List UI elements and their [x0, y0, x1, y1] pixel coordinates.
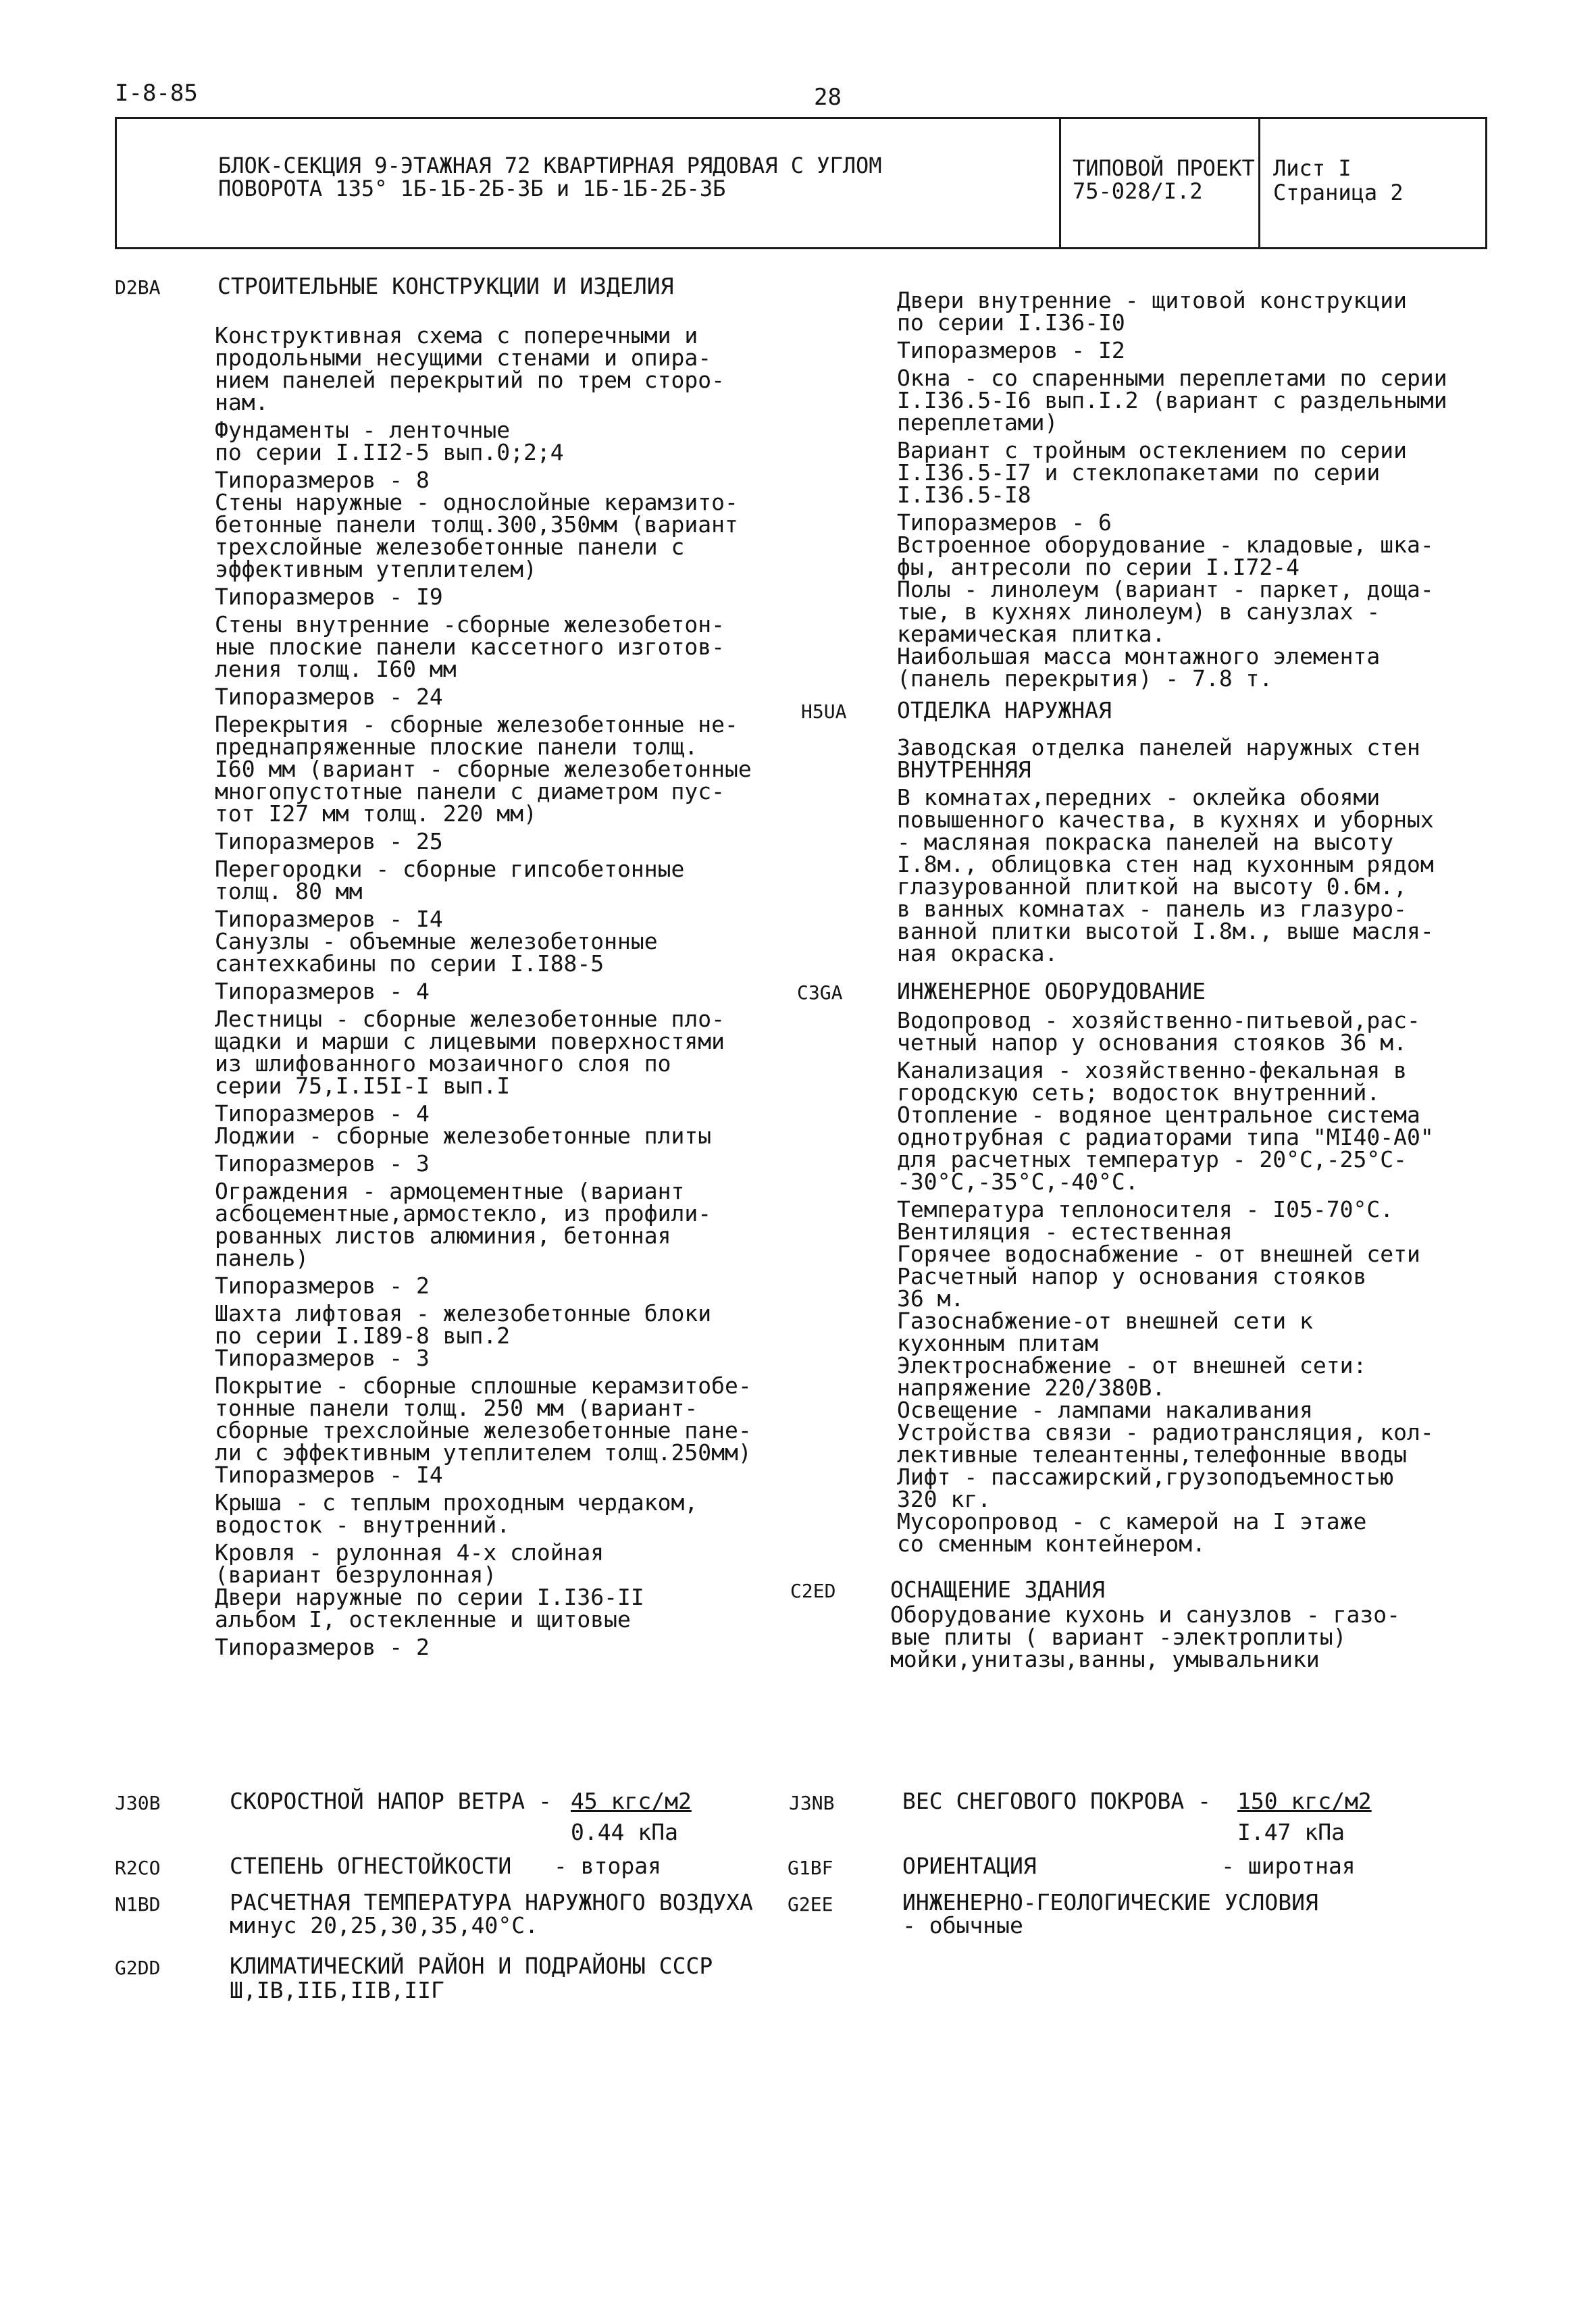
- structures-item: Типоразмеров - 25: [215, 828, 443, 854]
- climate-value: Ш,IВ,IIБ,IIВ,IIГ: [230, 1977, 444, 2003]
- snow-label: ВЕС СНЕГОВОГО ПОКРОВА -: [902, 1788, 1211, 1814]
- structures-item: Перекрытия - сборные железобетонные не- преднапряженные плоские панели толщ. I60 мм (вариант - сборные железобетонные многопустотные панели с диаметром пус- тот I27 мм толщ. 220 мм): [215, 711, 752, 827]
- section-code: G2DD: [115, 1957, 161, 1979]
- doors-windows-item: Двери внутренние - щитовой конструкции по серии I.I36-I0: [897, 287, 1407, 336]
- structures-item: Типоразмеров - 24: [215, 684, 443, 710]
- section-code: R2CO: [115, 1857, 161, 1879]
- section-title-structures: СТРОИТЕЛЬНЫЕ КОНСТРУКЦИИ И ИЗДЕЛИЯ: [217, 273, 674, 299]
- finishing-item: Заводская отделка панелей наружных стен ВНУТРЕННЯЯ: [897, 734, 1420, 783]
- section-code: J3NB: [789, 1792, 835, 1814]
- engineering-block: [897, 1009, 1491, 1560]
- wind-label: СКОРОСТНОЙ НАПОР ВЕТРА -: [230, 1788, 552, 1814]
- geology-label: ИНЖЕНЕРНО-ГЕОЛОГИЧЕСКИЕ УСЛОВИЯ: [902, 1889, 1318, 1916]
- document-title: БЛОК-СЕКЦИЯ 9-ЭТАЖНАЯ 72 КВАРТИРНАЯ РЯДОВАЯ С УГЛОМ ПОВОРОТА 135° 1Б-1Б-2Б-3Б и 1Б-1Б-2Б-3Б: [218, 153, 882, 201]
- engineering-item: Канализация - хозяйственно-фекальная в городскую сеть; водосток внутренний. Отопление - водяное центральное система однотрубная с радиаторами типа "МI40-А0" для расчетных температур - 20°С,-25°С- -30°С,-35°С,-40°С.: [897, 1057, 1434, 1195]
- fire-resistance-value: - вторая: [554, 1853, 661, 1879]
- section-code: D2BA: [115, 276, 161, 299]
- structures-item: Типоразмеров - I9: [215, 584, 443, 610]
- equipment-block: [890, 1603, 1491, 1676]
- structures-list: [215, 324, 809, 1664]
- outdoor-temp-label: РАСЧЕТНАЯ ТЕМПЕРАТУРА НАРУЖНОГО ВОЗДУХА: [230, 1889, 753, 1916]
- doors-windows-item: Вариант с тройным остеклением по серии I.I36.5-I7 и стеклопакетами по серии I.I36.5-I8: [897, 437, 1407, 508]
- section-code: C3GA: [797, 981, 843, 1004]
- orientation-value: - широтная: [1221, 1853, 1356, 1879]
- structures-item: Типоразмеров - 8 Стены наружные - однослойные керамзито- бетонные панели толщ.300,350мм (вариант трехслойные железобетонные панели с эффективным утеплителем): [215, 467, 738, 582]
- structures-item: Типоразмеров - 2: [215, 1272, 430, 1299]
- section-code: G1BF: [788, 1857, 833, 1879]
- structures-item: Перегородки - сборные гипсобетонные толщ. 80 мм: [215, 856, 685, 904]
- orientation-label: ОРИЕНТАЦИЯ: [902, 1853, 1037, 1879]
- snow-value: 150 кгс/м2: [1237, 1788, 1372, 1814]
- sheet-label: Лист I: [1273, 155, 1352, 181]
- structures-item: Ограждения - армоцементные (вариант асбоцементные,армостекло, из профили- рованных листов алюминия, бетонная панель): [215, 1178, 712, 1271]
- structures-item: Лестницы - сборные железобетонные пло- щадки и марши с лицевыми поверхностями из шлифованного мозаичного слоя по серии 75,I.I5I-I вып.I: [215, 1006, 725, 1099]
- structures-item: Шахта лифтовая - железобетонные блоки по серии I.I89-8 вып.2 Типоразмеров - 3: [215, 1300, 712, 1371]
- wind-value: 45 кгс/м2: [571, 1788, 692, 1814]
- title-block: [115, 117, 1487, 249]
- structures-item: Стены внутренние -сборные железобетон- ные плоские панели кассетного изготов- ления толщ. I60 мм: [215, 611, 725, 682]
- equipment-item: Оборудование кухонь и санузлов - газо- вые плиты ( вариант -электроплиты) мойки,унитазы,ванны, умывальники: [890, 1601, 1400, 1672]
- structures-item: Фундаменты - ленточные по серии I.II2-5 вып.0;2;4: [215, 417, 564, 465]
- structures-item: Типоразмеров - 4: [215, 978, 430, 1004]
- finishing-item: В комнатах,передних - оклейка обоями повышенного качества, в кухнях и уборных - масляная покраска панелей на высоту I.8м., облицовка стен над кухонным рядом глазурованной плиткой на высоту 0.6м., в ванных комнатах - панель из глазуро- ванной плитки высотой I.8м., выше масля- ная окраска.: [897, 784, 1434, 967]
- snow-value-kpa: I.47 кПа: [1237, 1819, 1345, 1845]
- section-code: J30B: [115, 1792, 161, 1814]
- wind-value-kpa: 0.44 кПа: [571, 1819, 678, 1845]
- section-code: G2EE: [788, 1893, 833, 1916]
- page-label: Страница 2: [1273, 180, 1404, 205]
- doors-windows-item: Окна - со спаренными переплетами по серии I.I36.5-I6 вып.I.2 (вариант с раздельными переплетами): [897, 365, 1447, 436]
- document-code: I-8-85: [115, 80, 198, 107]
- finishing-block: [897, 736, 1491, 970]
- fire-resistance-label: СТЕПЕНЬ ОГНЕСТОЙКОСТИ: [230, 1853, 512, 1879]
- structures-item: Типоразмеров - 3: [215, 1150, 430, 1177]
- section-code: H5UA: [801, 700, 847, 723]
- structures-item: Типоразмеров - 4 Лоджии - сборные железобетонные плиты: [215, 1100, 712, 1149]
- doors-windows-item: Типоразмеров - 6 Встроенное оборудование - кладовые, шка- фы, антресоли по серии I.I72-4 Полы - линолеум (вариант - паркет, доща- тые, в кухнях линолеум) в санузлах - керамическая плитка. Наибольшая масса монтажного элемента (панель перекрытия) - 7.8 т.: [897, 509, 1434, 692]
- section-title-engineering: ИНЖЕНЕРНОЕ ОБОРУДОВАНИЕ: [897, 978, 1206, 1004]
- doors-windows-item: Типоразмеров - I2: [897, 337, 1125, 363]
- engineering-item: Водопровод - хозяйственно-питьевой,рас- четный напор у основания стояков 36 м.: [897, 1007, 1420, 1056]
- section-title-finishing: ОТДЕЛКА НАРУЖНАЯ: [897, 697, 1112, 723]
- structures-item: Типоразмеров - I4 Санузлы - объемные железобетонные сантехкабины по серии I.I88-5: [215, 906, 658, 977]
- engineering-item: Температура теплоносителя - I05-70°С. Вентиляция - естественная Горячее водоснабжение - от внешней сети Расчетный напор у основания стояков 36 м. Газоснабжение-от внешней сети к кухонным плитам Электроснабжение - от внешней сети: напряжение 220/380В. Освещение - лампами накаливания Устройства связи - радиотрансляция, кол- лективные телеантенны,телефонные вводы Лифт - пассажирский,грузоподъемностью 320 кг. Мусоропровод - с камерой на I этаже со сменным контейнером.: [897, 1196, 1434, 1557]
- structures-item: Крыша - с теплым проходным чердаком, водосток - внутренний.: [215, 1489, 698, 1538]
- outdoor-temp-value: минус 20,25,30,35,40°С.: [230, 1912, 538, 1938]
- section-code: C2ED: [790, 1580, 836, 1602]
- structures-item: Типоразмеров - 2: [215, 1634, 430, 1660]
- doors-windows-block: [897, 289, 1491, 695]
- section-code: N1BD: [115, 1893, 161, 1916]
- section-title-equipment: ОСНАЩЕНИЕ ЗДАНИЯ: [890, 1576, 1105, 1603]
- structures-item: Конструктивная схема с поперечными и продольными несущими стенами и опира- нием панелей перекрытий по трем сторо- нам.: [215, 322, 725, 415]
- page-number: 28: [814, 84, 842, 111]
- project-number: ТИПОВОЙ ПРОЕКТ 75-028/I.2: [1073, 155, 1255, 204]
- geology-value: - обычные: [902, 1912, 1023, 1938]
- climate-label: КЛИМАТИЧЕСКИЙ РАЙОН И ПОДРАЙОНЫ СССР: [230, 1953, 713, 1979]
- title-block-divider: [1258, 119, 1260, 247]
- title-block-divider: [1059, 119, 1061, 247]
- structures-item: Покрытие - сборные сплошные керамзитобе- тонные панели толщ. 250 мм (вариант- сборные трехслойные железобетонные пане- ли с эффективным утеплителем толщ.250мм) Типоразмеров - I4: [215, 1372, 752, 1488]
- structures-item: Кровля - рулонная 4-х слойная (вариант безрулонная) Двери наружные по серии I.I36-II альбом I, остекленные и щитовые: [215, 1539, 644, 1632]
